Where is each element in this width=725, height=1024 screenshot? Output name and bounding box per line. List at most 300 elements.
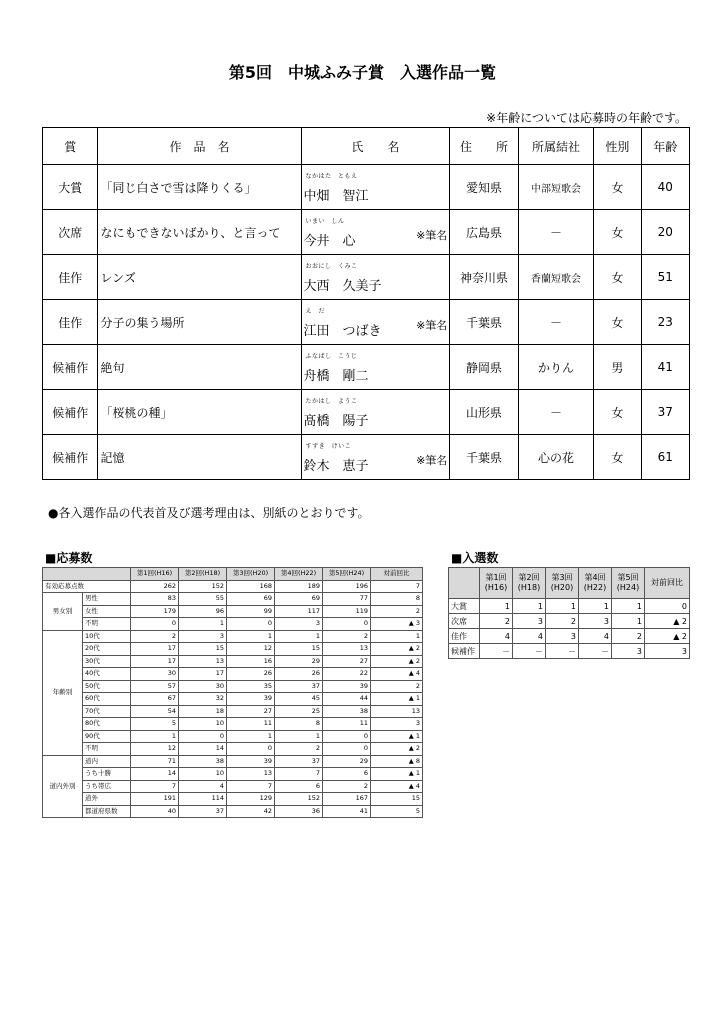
applications-value: 0 [323, 618, 371, 631]
selections-row [449, 629, 690, 644]
sex-cell: 女 [594, 165, 641, 210]
applications-value: 17 [131, 643, 179, 656]
author-name: 鈴木 恵子 [303, 459, 369, 474]
applications-value: 37 [275, 680, 323, 693]
selections-value: － [480, 644, 513, 659]
selections-header-cell [612, 568, 645, 599]
age-cell: 61 [641, 435, 689, 480]
winners-header-cell: 氏 名 [301, 128, 450, 165]
selections-value: 1 [513, 599, 546, 614]
address-cell: 山形県 [450, 390, 518, 435]
award-cell: 大賞 [43, 165, 98, 210]
author-cell [301, 300, 450, 345]
work-title-cell: 記憶 [98, 435, 301, 480]
selections-header-line: 第3回 [551, 573, 573, 582]
society-cell: － [518, 300, 594, 345]
winners-table [42, 127, 690, 480]
row-label: 60代 [83, 693, 131, 706]
selections-header-cell [546, 568, 579, 599]
applications-value: 13 [179, 655, 227, 668]
row-label: うち帯広 [83, 780, 131, 793]
society-cell: － [518, 390, 594, 435]
winner-row [43, 300, 690, 345]
applications-value: 69 [275, 593, 323, 606]
age-cell: 23 [641, 300, 689, 345]
pen-name-mark: ※筆名 [416, 319, 448, 332]
applications-value: 38 [179, 755, 227, 768]
applications-header-cell: 第5回(H24) [323, 568, 371, 581]
applications-value: 167 [323, 793, 371, 806]
applications-value: 1 [227, 630, 275, 643]
applications-value: 0 [227, 743, 275, 756]
sex-cell: 女 [594, 255, 641, 300]
address-cell: 神奈川県 [450, 255, 518, 300]
applications-header-cell: 第4回(H22) [275, 568, 323, 581]
applications-value: 2 [371, 680, 423, 693]
applications-value: 26 [227, 668, 275, 681]
applications-value: 0 [227, 618, 275, 631]
row-label: 30代 [83, 655, 131, 668]
winner-row [43, 345, 690, 390]
author-ruby: いまい しん [305, 218, 345, 225]
applications-row [43, 618, 423, 631]
applications-value: 14 [131, 768, 179, 781]
blank-header-cell [43, 568, 131, 581]
author-cell [301, 345, 450, 390]
row-label: 大賞 [449, 599, 480, 614]
applications-value: 42 [227, 805, 275, 818]
applications-value: 0 [323, 730, 371, 743]
winners-header-cell: 賞 [43, 128, 98, 165]
selections-value: 2 [546, 614, 579, 629]
author-cell [301, 255, 450, 300]
selections-value: 2 [612, 629, 645, 644]
author-name: 髙橋 陽子 [303, 414, 369, 429]
sex-cell: 男 [594, 345, 641, 390]
applications-value: 12 [131, 743, 179, 756]
applications-value: 6 [323, 768, 371, 781]
applications-row [43, 755, 423, 768]
winners-header-cell: 年齢 [641, 128, 689, 165]
applications-value: 57 [131, 680, 179, 693]
applications-value: 10 [179, 718, 227, 731]
applications-value: 8 [371, 593, 423, 606]
applications-value: 27 [227, 705, 275, 718]
row-label: 70代 [83, 705, 131, 718]
applications-value: 7 [131, 780, 179, 793]
work-title-cell: なにもできないばかり、と言って [98, 210, 301, 255]
applications-value: 13 [227, 768, 275, 781]
row-label: 次席 [449, 614, 480, 629]
selections-value: 2 [480, 614, 513, 629]
row-label: 道内 [83, 755, 131, 768]
applications-value: 17 [131, 655, 179, 668]
winner-row [43, 390, 690, 435]
applications-value: 5 [131, 718, 179, 731]
selections-header-sub: (H16) [484, 583, 508, 592]
applications-value: 11 [227, 718, 275, 731]
age-cell: 51 [641, 255, 689, 300]
applications-value: 39 [323, 680, 371, 693]
applications-value: 39 [227, 693, 275, 706]
applications-header-cell: 第3回(H20) [227, 568, 275, 581]
applications-row [43, 605, 423, 618]
applications-value: 15 [179, 643, 227, 656]
age-cell: 40 [641, 165, 689, 210]
applications-value: 96 [179, 605, 227, 618]
applications-value: 40 [131, 805, 179, 818]
selections-row [449, 614, 690, 629]
applications-value: 152 [275, 793, 323, 806]
selections-header-row [449, 568, 690, 599]
applications-value: 179 [131, 605, 179, 618]
applications-value: 17 [179, 668, 227, 681]
applications-value: 15 [275, 643, 323, 656]
row-label: 10代 [83, 630, 131, 643]
winner-row [43, 435, 690, 480]
applications-value: 45 [275, 693, 323, 706]
selections-header-sub: (H24) [616, 583, 640, 592]
group-label: 年齢別 [43, 630, 83, 755]
applications-value: 13 [371, 705, 423, 718]
applications-row [43, 680, 423, 693]
applications-row [43, 780, 423, 793]
applications-value: 2 [371, 605, 423, 618]
selections-value: － [579, 644, 612, 659]
selections-value: － [513, 644, 546, 659]
sex-cell: 女 [594, 210, 641, 255]
selections-row [449, 644, 690, 659]
applications-value: 26 [275, 668, 323, 681]
group-label: 男女別 [43, 593, 83, 631]
author-ruby: すずき けいこ [305, 443, 352, 450]
address-cell: 千葉県 [450, 435, 518, 480]
applications-value: ▲ 1 [371, 730, 423, 743]
applications-value: 29 [275, 655, 323, 668]
total-value: 7 [371, 580, 423, 593]
selections-header-line: 第2回 [518, 573, 540, 582]
total-value: 152 [179, 580, 227, 593]
work-title-cell: 分子の集う場所 [98, 300, 301, 345]
applications-value: ▲ 2 [371, 643, 423, 656]
author-ruby: おおにし くみこ [305, 263, 358, 270]
applications-value: 114 [179, 793, 227, 806]
address-cell: 千葉県 [450, 300, 518, 345]
applications-value: 119 [323, 605, 371, 618]
row-label: 佳作 [449, 629, 480, 644]
page-title: 第5回 中城ふみ子賞 入選作品一覧 [228, 63, 497, 82]
applications-row [43, 805, 423, 818]
applications-header-cell: 第1回(H16) [131, 568, 179, 581]
society-cell: 心の花 [518, 435, 594, 480]
winners-header-cell: 性別 [594, 128, 641, 165]
applications-value: 67 [131, 693, 179, 706]
applications-value: 27 [323, 655, 371, 668]
applications-value: 2 [323, 780, 371, 793]
row-label: 20代 [83, 643, 131, 656]
sex-cell: 女 [594, 390, 641, 435]
blank-header-cell [449, 568, 480, 599]
applications-value: 41 [323, 805, 371, 818]
applications-value: 8 [275, 718, 323, 731]
sex-cell: 女 [594, 435, 641, 480]
total-label: 有効応募点数 [43, 580, 131, 593]
row-label: うち十勝 [83, 768, 131, 781]
selections-header-line: 第5回 [617, 573, 639, 582]
applications-value: 2 [131, 630, 179, 643]
applications-row [43, 643, 423, 656]
applications-value: 29 [323, 755, 371, 768]
applications-value: 22 [323, 668, 371, 681]
author-cell [301, 435, 450, 480]
author-name: 今井 心 [303, 234, 356, 249]
winners-header-cell: 作 品 名 [98, 128, 301, 165]
applications-row [43, 655, 423, 668]
applications-row [43, 668, 423, 681]
applications-value: 10 [179, 768, 227, 781]
applications-value: 1 [275, 730, 323, 743]
selections-row [449, 599, 690, 614]
author-ruby: なかはた ともえ [305, 173, 358, 180]
selections-value: 1 [579, 599, 612, 614]
applications-value: 15 [371, 793, 423, 806]
applications-value: 54 [131, 705, 179, 718]
author-cell [301, 390, 450, 435]
society-cell: かりん [518, 345, 594, 390]
applications-value: 44 [323, 693, 371, 706]
selections-header-line: 第1回 [485, 573, 507, 582]
award-cell: 佳作 [43, 255, 98, 300]
selections-value: 4 [513, 629, 546, 644]
applications-value: 32 [179, 693, 227, 706]
applications-value: ▲ 2 [371, 655, 423, 668]
applications-value: 14 [179, 743, 227, 756]
winner-row [43, 210, 690, 255]
total-row [43, 580, 423, 593]
applications-header-cell: 対前回比 [371, 568, 423, 581]
row-label: 都道府県数 [83, 805, 131, 818]
selections-header-line: 対前回比 [651, 578, 683, 587]
applications-row [43, 718, 423, 731]
applications-value: 7 [227, 780, 275, 793]
applications-value: 129 [227, 793, 275, 806]
applications-value: ▲ 1 [371, 693, 423, 706]
work-title-cell: 「同じ白さで雪は降りくる」 [98, 165, 301, 210]
author-ruby: たかはし ようこ [305, 398, 358, 405]
applications-value: 117 [275, 605, 323, 618]
selections-header-sub: (H18) [517, 583, 541, 592]
author-name: 舟橋 剛二 [303, 369, 369, 384]
selections-value: 3 [546, 629, 579, 644]
applications-value: 1 [227, 730, 275, 743]
award-cell: 候補作 [43, 345, 98, 390]
applications-value: 16 [227, 655, 275, 668]
selections-value: 1 [612, 599, 645, 614]
applications-value: ▲ 4 [371, 780, 423, 793]
author-ruby: ふなばし こうじ [305, 353, 358, 360]
winners-header-row [43, 128, 690, 165]
total-value: 196 [323, 580, 371, 593]
society-cell: － [518, 210, 594, 255]
selections-value: 1 [546, 599, 579, 614]
applications-value: ▲ 1 [371, 768, 423, 781]
author-cell [301, 165, 450, 210]
applications-value: 3 [179, 630, 227, 643]
applications-value: ▲ 2 [371, 743, 423, 756]
applications-value: 12 [227, 643, 275, 656]
applications-value: 99 [227, 605, 275, 618]
age-note: ※年齢については応募時の年齢です。 [486, 111, 687, 125]
author-ruby: え だ [305, 308, 326, 315]
selections-value: 3 [612, 644, 645, 659]
selections-value: 3 [645, 644, 690, 659]
applications-value: 37 [179, 805, 227, 818]
applications-value: 0 [131, 618, 179, 631]
row-label: 不明 [83, 618, 131, 631]
applications-row [43, 768, 423, 781]
award-cell: 次席 [43, 210, 98, 255]
total-value: 168 [227, 580, 275, 593]
author-cell [301, 210, 450, 255]
row-label: 男性 [83, 593, 131, 606]
work-title-cell: 「桜桃の種」 [98, 390, 301, 435]
applications-header-cell: 第2回(H18) [179, 568, 227, 581]
applications-value: 30 [131, 668, 179, 681]
applications-value: 11 [323, 718, 371, 731]
selection-note: ●各入選作品の代表首及び選考理由は、別紙のとおりです。 [48, 506, 370, 520]
applications-value: 3 [275, 618, 323, 631]
address-cell: 愛知県 [450, 165, 518, 210]
applications-row [43, 693, 423, 706]
applications-value: 83 [131, 593, 179, 606]
row-label: 90代 [83, 730, 131, 743]
applications-value: 13 [323, 643, 371, 656]
group-label: 道内外別 [43, 755, 83, 818]
applications-row [43, 630, 423, 643]
row-label: 80代 [83, 718, 131, 731]
applications-row [43, 705, 423, 718]
selections-value: ▲ 2 [645, 629, 690, 644]
selections-value: 1 [612, 614, 645, 629]
selections-heading: ■入選数 [451, 551, 499, 565]
author-name: 江田 つばき [303, 324, 382, 339]
selections-value: 0 [645, 599, 690, 614]
sex-cell: 女 [594, 300, 641, 345]
work-title-cell: レンズ [98, 255, 301, 300]
row-label: 道外 [83, 793, 131, 806]
pen-name-mark: ※筆名 [416, 454, 448, 467]
applications-row [43, 730, 423, 743]
applications-value: 25 [275, 705, 323, 718]
applications-value: 37 [275, 755, 323, 768]
applications-value: 39 [227, 755, 275, 768]
selections-value: 4 [480, 629, 513, 644]
selections-value: 4 [579, 629, 612, 644]
applications-value: 1 [131, 730, 179, 743]
applications-table [42, 567, 423, 818]
applications-value: 71 [131, 755, 179, 768]
work-title-cell: 絶句 [98, 345, 301, 390]
applications-row [43, 743, 423, 756]
applications-value: ▲ 4 [371, 668, 423, 681]
winners-header-cell: 住 所 [450, 128, 518, 165]
applications-value: 5 [371, 805, 423, 818]
row-label: 50代 [83, 680, 131, 693]
winner-row [43, 255, 690, 300]
applications-value: 0 [179, 730, 227, 743]
selections-value: 3 [579, 614, 612, 629]
applications-value: 0 [323, 743, 371, 756]
applications-value: 6 [275, 780, 323, 793]
author-name: 中畑 智江 [303, 189, 369, 204]
selections-value: ▲ 2 [645, 614, 690, 629]
selections-value: 3 [513, 614, 546, 629]
row-label: 不明 [83, 743, 131, 756]
selections-header-cell [513, 568, 546, 599]
applications-value: 18 [179, 705, 227, 718]
applications-value: 35 [227, 680, 275, 693]
applications-value: ▲ 3 [371, 618, 423, 631]
applications-value: 191 [131, 793, 179, 806]
applications-value: 30 [179, 680, 227, 693]
applications-value: 69 [227, 593, 275, 606]
applications-heading: ■応募数 [45, 551, 93, 565]
winner-row [43, 165, 690, 210]
selections-value: － [546, 644, 579, 659]
author-name: 大西 久美子 [303, 279, 382, 294]
selections-header-sub: (H20) [550, 583, 574, 592]
applications-header-row [43, 568, 423, 581]
age-cell: 41 [641, 345, 689, 390]
society-cell: 香蘭短歌会 [518, 255, 594, 300]
selections-value: 1 [480, 599, 513, 614]
applications-row [43, 593, 423, 606]
total-value: 189 [275, 580, 323, 593]
selections-table [448, 567, 690, 659]
applications-value: 2 [323, 630, 371, 643]
award-cell: 候補作 [43, 435, 98, 480]
selections-header-line: 第4回 [584, 573, 606, 582]
award-cell: 候補作 [43, 390, 98, 435]
winners-header-cell: 所属結社 [518, 128, 594, 165]
applications-value: 55 [179, 593, 227, 606]
applications-value: ▲ 8 [371, 755, 423, 768]
applications-value: 36 [275, 805, 323, 818]
applications-value: 4 [179, 780, 227, 793]
applications-value: 3 [371, 718, 423, 731]
age-cell: 37 [641, 390, 689, 435]
applications-value: 77 [323, 593, 371, 606]
selections-header-sub: (H22) [583, 583, 607, 592]
award-cell: 佳作 [43, 300, 98, 345]
society-cell: 中部短歌会 [518, 165, 594, 210]
applications-row [43, 793, 423, 806]
row-label: 40代 [83, 668, 131, 681]
address-cell: 広島県 [450, 210, 518, 255]
selections-header-cell [645, 568, 690, 599]
age-cell: 20 [641, 210, 689, 255]
applications-value: 38 [323, 705, 371, 718]
applications-value: 7 [275, 768, 323, 781]
applications-value: 2 [275, 743, 323, 756]
selections-header-cell [480, 568, 513, 599]
row-label: 候補作 [449, 644, 480, 659]
selections-header-cell [579, 568, 612, 599]
total-value: 262 [131, 580, 179, 593]
applications-value: 1 [371, 630, 423, 643]
applications-value: 1 [179, 618, 227, 631]
pen-name-mark: ※筆名 [416, 229, 448, 242]
